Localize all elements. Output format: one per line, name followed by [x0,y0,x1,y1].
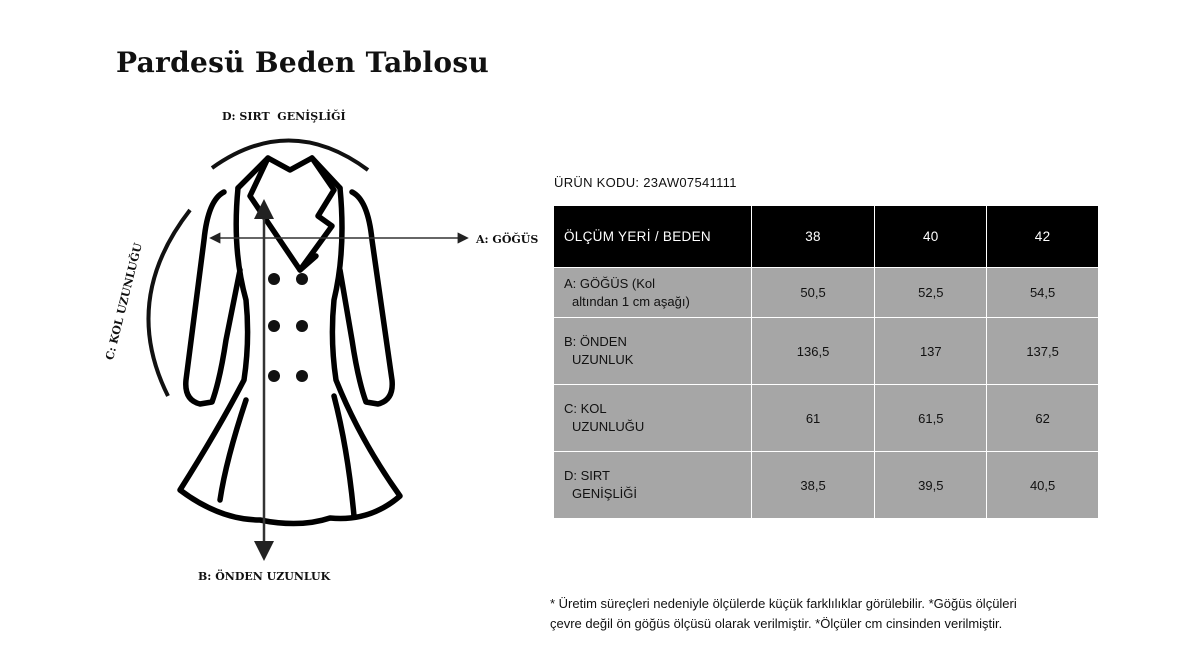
page-title: Pardesü Beden Tablosu [116,46,490,79]
sleeve-length-label: C: KOL UZUNLUĞU [103,241,145,362]
row-label-line1: A: GÖĞÜS (Kol [564,275,656,291]
cell-value: 40,5 [987,452,1099,519]
row-label [554,268,752,318]
cell-value: 39,5 [875,452,987,519]
header-measure: ÖLÇÜM YERİ / BEDEN [554,206,752,268]
table-header-row [554,206,1099,268]
product-code-value: 23AW07541111 [643,175,737,190]
table-row [554,268,1099,318]
chest-label: A: GÖĞÜS [476,233,539,246]
header-size-40: 40 [875,206,987,268]
footnote-line1: * Üretim süreçleri nedeniyle ölçülerde küçük farklılıklar görülebilir. *Göğüs ölçüleri [550,596,1017,611]
sleeve-length-arc [148,210,190,396]
row-label-line2: GENİŞLİĞİ [572,486,638,501]
footnote-line2: çevre değil ön göğüs ölçüsü olarak verilmiştir. *Ölçüler cm cinsinden verilmiştir. [550,616,1003,631]
cell-value: 52,5 [875,268,987,318]
row-label-line1: C: KOL [564,401,607,416]
row-label-line1: D: SIRT [564,468,610,483]
footnote [550,594,1120,634]
table-row [554,452,1099,519]
cell-value: 61 [751,385,875,452]
coat-outline [180,158,400,524]
back-width-arc [212,140,368,170]
cell-value: 50,5 [751,268,875,318]
cell-value: 62 [987,385,1099,452]
header-size-38: 38 [751,206,875,268]
row-label-line2: UZUNLUK [572,352,634,367]
row-label-line2: altından 1 cm aşağı) [572,293,690,309]
coat-illustration [0,0,560,663]
row-label-line2: UZUNLUĞU [572,419,645,434]
row-label [554,385,752,452]
coat-buttons [268,273,308,382]
size-table [553,205,1099,519]
cell-value: 136,5 [751,318,875,385]
table-row [554,318,1099,385]
table-row [554,385,1099,452]
product-code [554,175,737,190]
cell-value: 61,5 [875,385,987,452]
front-length-label: B: ÖNDEN UZUNLUK [198,570,331,583]
row-label [554,318,752,385]
cell-value: 54,5 [987,268,1099,318]
cell-value: 38,5 [751,452,875,519]
row-label [554,452,752,519]
header-size-42: 42 [987,206,1099,268]
cell-value: 137 [875,318,987,385]
product-code-label: ÜRÜN KODU: [554,175,640,190]
cell-value: 137,5 [987,318,1099,385]
row-label-line1: B: ÖNDEN [564,334,627,349]
back-width-label: D: SIRT GENİŞLİĞİ [222,110,346,123]
